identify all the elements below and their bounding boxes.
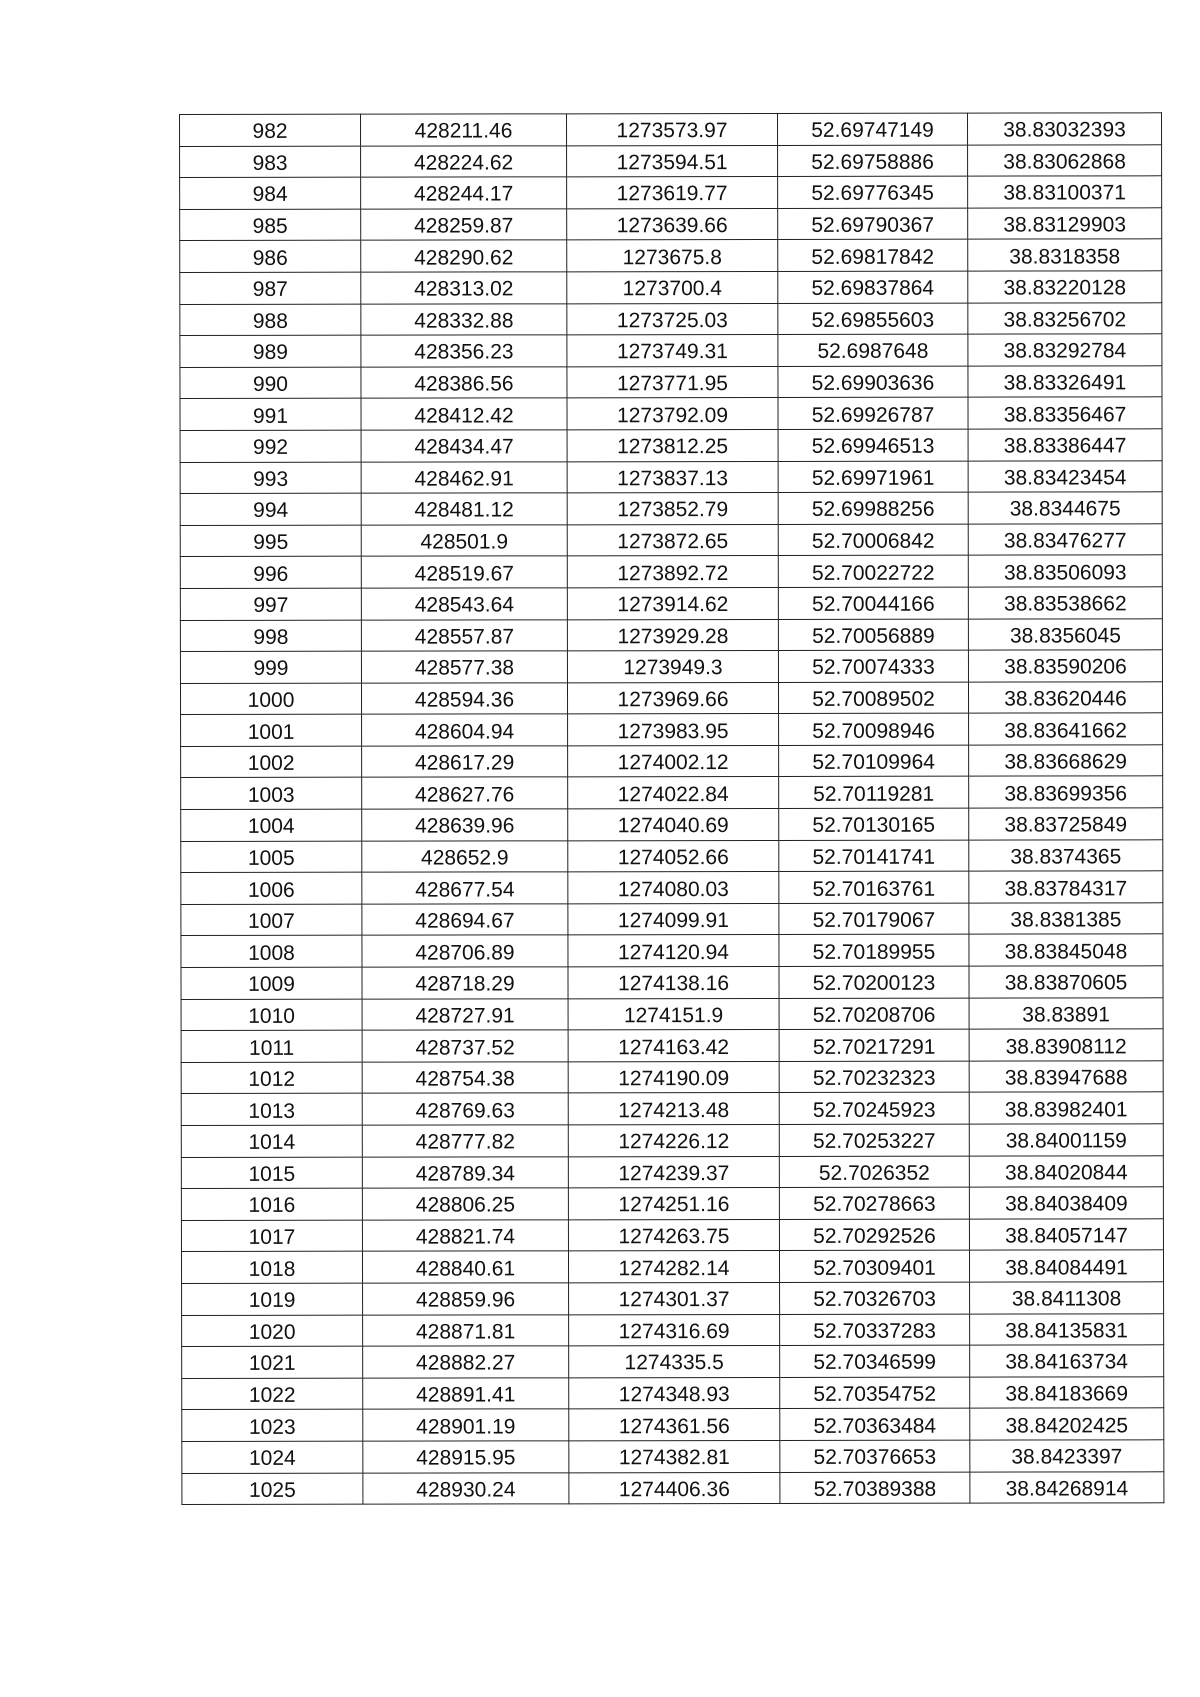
longitude-cell: 38.83641662 (969, 713, 1163, 745)
point-number-cell: 987 (180, 272, 361, 304)
point-number-cell: 1020 (182, 1315, 363, 1347)
longitude-cell: 38.83100371 (968, 176, 1162, 208)
x-coordinate-cell: 428727.91 (362, 998, 568, 1030)
latitude-cell: 52.69817842 (778, 239, 968, 271)
point-number-cell: 988 (180, 304, 361, 336)
point-number-cell: 1024 (182, 1441, 363, 1473)
longitude-cell: 38.8411308 (970, 1282, 1164, 1314)
longitude-cell: 38.83220128 (968, 271, 1162, 303)
longitude-cell: 38.84268914 (970, 1471, 1164, 1503)
point-number-cell: 1017 (181, 1220, 362, 1252)
y-coordinate-cell: 1273725.03 (567, 303, 778, 335)
latitude-cell: 52.70179067 (779, 903, 969, 935)
longitude-cell: 38.83476277 (968, 524, 1162, 556)
y-coordinate-cell: 1274348.93 (569, 1377, 780, 1409)
latitude-cell: 52.70208706 (779, 998, 969, 1030)
longitude-cell: 38.83326491 (968, 366, 1162, 398)
y-coordinate-cell: 1274213.48 (568, 1093, 779, 1125)
table-row (181, 1124, 1163, 1157)
y-coordinate-cell: 1273749.31 (567, 335, 778, 367)
point-number-cell: 1022 (182, 1378, 363, 1410)
x-coordinate-cell: 428871.81 (363, 1314, 569, 1346)
point-number-cell: 1000 (180, 683, 361, 715)
point-number-cell: 1004 (181, 809, 362, 841)
y-coordinate-cell: 1273639.66 (567, 208, 778, 240)
point-number-cell: 1013 (181, 1094, 362, 1126)
point-number-cell: 1025 (182, 1473, 363, 1505)
y-coordinate-cell: 1274251.16 (568, 1188, 779, 1220)
y-coordinate-cell: 1273700.4 (567, 271, 778, 303)
longitude-cell: 38.8423397 (970, 1440, 1164, 1472)
table-row (180, 302, 1162, 335)
longitude-cell: 38.84020844 (969, 1155, 1163, 1187)
latitude-cell: 52.69903636 (778, 366, 968, 398)
table-row (180, 271, 1162, 304)
table-row (181, 808, 1163, 841)
y-coordinate-cell: 1273983.95 (568, 714, 779, 746)
point-number-cell: 996 (180, 556, 361, 588)
longitude-cell: 38.83870605 (969, 966, 1163, 998)
x-coordinate-cell: 428806.25 (362, 1188, 568, 1220)
longitude-cell: 38.83784317 (969, 871, 1163, 903)
y-coordinate-cell: 1274263.75 (568, 1219, 779, 1251)
point-number-cell: 990 (180, 367, 361, 399)
x-coordinate-cell: 428706.89 (362, 935, 568, 967)
y-coordinate-cell: 1274226.12 (568, 1124, 779, 1156)
y-coordinate-cell: 1273812.25 (567, 429, 778, 461)
latitude-cell: 52.70130165 (779, 808, 969, 840)
latitude-cell: 52.70245923 (779, 1093, 969, 1125)
table-row (180, 144, 1162, 177)
latitude-cell: 52.70232323 (779, 1061, 969, 1093)
y-coordinate-cell: 1273852.79 (567, 493, 778, 525)
latitude-cell: 52.70354752 (780, 1377, 970, 1409)
longitude-cell: 38.83386447 (968, 429, 1162, 461)
table-row (181, 713, 1163, 746)
x-coordinate-cell: 428882.27 (363, 1346, 569, 1378)
x-coordinate-cell: 428594.36 (361, 683, 567, 715)
table-row (180, 460, 1162, 493)
table-row (181, 1092, 1163, 1125)
latitude-cell: 52.69837864 (778, 271, 968, 303)
y-coordinate-cell: 1274022.84 (568, 777, 779, 809)
y-coordinate-cell: 1273949.3 (567, 651, 778, 683)
y-coordinate-cell: 1274080.03 (568, 872, 779, 904)
longitude-cell: 38.83423454 (968, 460, 1162, 492)
latitude-cell: 52.69747149 (777, 113, 967, 145)
point-number-cell: 1008 (181, 936, 362, 968)
x-coordinate-cell: 428617.29 (362, 746, 568, 778)
longitude-cell: 38.83891 (969, 997, 1163, 1029)
y-coordinate-cell: 1274052.66 (568, 840, 779, 872)
latitude-cell: 52.70217291 (779, 1029, 969, 1061)
y-coordinate-cell: 1274120.94 (568, 935, 779, 967)
x-coordinate-cell: 428501.9 (361, 525, 567, 557)
table-row (180, 587, 1162, 620)
y-coordinate-cell: 1274138.16 (568, 966, 779, 998)
x-coordinate-cell: 428718.29 (362, 967, 568, 999)
x-coordinate-cell: 428639.96 (362, 809, 568, 841)
table-row (181, 745, 1163, 778)
longitude-cell: 38.83256702 (968, 302, 1162, 334)
longitude-cell: 38.84183669 (970, 1377, 1164, 1409)
y-coordinate-cell: 1274301.37 (569, 1282, 780, 1314)
table-row (181, 1250, 1163, 1283)
longitude-cell: 38.83982401 (969, 1092, 1163, 1124)
x-coordinate-cell: 428604.94 (362, 714, 568, 746)
table-row (181, 1219, 1163, 1252)
latitude-cell: 52.70044166 (778, 587, 968, 619)
latitude-cell: 52.70022722 (778, 555, 968, 587)
y-coordinate-cell: 1274040.69 (568, 809, 779, 841)
y-coordinate-cell: 1274099.91 (568, 903, 779, 935)
y-coordinate-cell: 1274361.56 (569, 1409, 780, 1441)
point-number-cell: 1019 (182, 1283, 363, 1315)
y-coordinate-cell: 1274316.69 (569, 1314, 780, 1346)
point-number-cell: 985 (180, 209, 361, 241)
y-coordinate-cell: 1273969.66 (567, 682, 778, 714)
longitude-cell: 38.83062868 (968, 144, 1162, 176)
longitude-cell: 38.83668629 (969, 745, 1163, 777)
point-number-cell: 1016 (181, 1188, 362, 1220)
latitude-cell: 52.70253227 (779, 1124, 969, 1156)
longitude-cell: 38.84057147 (969, 1219, 1163, 1251)
y-coordinate-cell: 1273872.65 (567, 524, 778, 556)
x-coordinate-cell: 428543.64 (361, 588, 567, 620)
longitude-cell: 38.84202425 (970, 1408, 1164, 1440)
latitude-cell: 52.69758886 (778, 145, 968, 177)
point-number-cell: 1023 (182, 1410, 363, 1442)
x-coordinate-cell: 428224.62 (361, 145, 567, 177)
longitude-cell: 38.83129903 (968, 208, 1162, 240)
longitude-cell: 38.83590206 (968, 650, 1162, 682)
x-coordinate-cell: 428259.87 (361, 209, 567, 241)
latitude-cell: 52.7026352 (779, 1156, 969, 1188)
y-coordinate-cell: 1274335.5 (569, 1346, 780, 1378)
x-coordinate-cell: 428386.56 (361, 367, 567, 399)
point-number-cell: 1018 (181, 1252, 362, 1284)
y-coordinate-cell: 1274151.9 (568, 998, 779, 1030)
x-coordinate-cell: 428859.96 (363, 1283, 569, 1315)
longitude-cell: 38.8374365 (969, 839, 1163, 871)
longitude-cell: 38.8381385 (969, 903, 1163, 935)
table-row (182, 1471, 1164, 1504)
y-coordinate-cell: 1273619.77 (567, 177, 778, 209)
point-number-cell: 1006 (181, 872, 362, 904)
longitude-cell: 38.83292784 (968, 334, 1162, 366)
x-coordinate-cell: 428481.12 (361, 493, 567, 525)
x-coordinate-cell: 428930.24 (363, 1472, 569, 1504)
y-coordinate-cell: 1274406.36 (569, 1472, 780, 1504)
longitude-cell: 38.8356045 (968, 618, 1162, 650)
table-row (180, 618, 1162, 651)
x-coordinate-cell: 428332.88 (361, 303, 567, 335)
y-coordinate-cell: 1274190.09 (568, 1061, 779, 1093)
x-coordinate-cell: 428769.63 (362, 1093, 568, 1125)
longitude-cell: 38.84135831 (970, 1313, 1164, 1345)
point-number-cell: 998 (180, 620, 361, 652)
longitude-cell: 38.84084491 (969, 1250, 1163, 1282)
point-number-cell: 1011 (181, 1030, 362, 1062)
latitude-cell: 52.70363484 (780, 1408, 970, 1440)
table-row (180, 429, 1162, 462)
latitude-cell: 52.6987648 (778, 334, 968, 366)
table-row (181, 1061, 1163, 1094)
table-row (181, 1187, 1163, 1220)
table-row (181, 934, 1163, 967)
latitude-cell: 52.70056889 (778, 619, 968, 651)
y-coordinate-cell: 1273914.62 (567, 587, 778, 619)
latitude-cell: 52.70163761 (779, 871, 969, 903)
y-coordinate-cell: 1273892.72 (567, 556, 778, 588)
point-number-cell: 1014 (181, 1125, 362, 1157)
y-coordinate-cell: 1273594.51 (567, 145, 778, 177)
table-row (182, 1377, 1164, 1410)
latitude-cell: 52.70376653 (780, 1440, 970, 1472)
point-number-cell: 984 (180, 177, 361, 209)
point-number-cell: 1003 (181, 778, 362, 810)
longitude-cell: 38.83908112 (969, 1029, 1163, 1061)
longitude-cell: 38.83032393 (967, 113, 1161, 145)
longitude-cell: 38.83356467 (968, 397, 1162, 429)
longitude-cell: 38.84038409 (969, 1187, 1163, 1219)
longitude-cell: 38.83538662 (968, 587, 1162, 619)
x-coordinate-cell: 428434.47 (361, 430, 567, 462)
x-coordinate-cell: 428290.62 (361, 240, 567, 272)
longitude-cell: 38.8318358 (968, 239, 1162, 271)
table-row (180, 366, 1162, 399)
table-row (180, 555, 1162, 588)
x-coordinate-cell: 428915.95 (363, 1441, 569, 1473)
table-row (182, 1313, 1164, 1346)
y-coordinate-cell: 1274002.12 (568, 745, 779, 777)
longitude-cell: 38.83845048 (969, 934, 1163, 966)
x-coordinate-cell: 428412.42 (361, 398, 567, 430)
table-row (182, 1282, 1164, 1315)
point-number-cell: 993 (180, 462, 361, 494)
latitude-cell: 52.69776345 (778, 176, 968, 208)
x-coordinate-cell: 428821.74 (362, 1220, 568, 1252)
point-number-cell: 1021 (182, 1346, 363, 1378)
y-coordinate-cell: 1273792.09 (567, 398, 778, 430)
latitude-cell: 52.69926787 (778, 397, 968, 429)
point-number-cell: 1007 (181, 904, 362, 936)
table-row (181, 839, 1163, 872)
table-row (182, 1440, 1164, 1473)
point-number-cell: 986 (180, 241, 361, 273)
y-coordinate-cell: 1273837.13 (567, 461, 778, 493)
y-coordinate-cell: 1274163.42 (568, 1030, 779, 1062)
x-coordinate-cell: 428356.23 (361, 335, 567, 367)
latitude-cell: 52.70346599 (780, 1345, 970, 1377)
longitude-cell: 38.84001159 (969, 1124, 1163, 1156)
latitude-cell: 52.70141741 (779, 840, 969, 872)
x-coordinate-cell: 428754.38 (362, 1062, 568, 1094)
latitude-cell: 52.70089502 (778, 682, 968, 714)
point-number-cell: 1009 (181, 967, 362, 999)
table-row (181, 1029, 1163, 1062)
table-row (180, 492, 1162, 525)
table-row (180, 176, 1162, 209)
latitude-cell: 52.69855603 (778, 303, 968, 335)
point-number-cell: 997 (180, 588, 361, 620)
latitude-cell: 52.69946513 (778, 429, 968, 461)
longitude-cell: 38.84163734 (970, 1345, 1164, 1377)
latitude-cell: 52.70278663 (779, 1187, 969, 1219)
latitude-cell: 52.70098946 (779, 713, 969, 745)
point-number-cell: 994 (180, 493, 361, 525)
latitude-cell: 52.69790367 (778, 208, 968, 240)
point-number-cell: 1015 (181, 1157, 362, 1189)
longitude-cell: 38.83506093 (968, 555, 1162, 587)
table-row (180, 239, 1162, 272)
table-row (181, 966, 1163, 999)
latitude-cell: 52.70309401 (779, 1250, 969, 1282)
latitude-cell: 52.70074333 (778, 650, 968, 682)
longitude-cell: 38.83947688 (969, 1061, 1163, 1093)
table-row (180, 397, 1162, 430)
x-coordinate-cell: 428694.67 (362, 904, 568, 936)
x-coordinate-cell: 428901.19 (363, 1409, 569, 1441)
latitude-cell: 52.69988256 (778, 492, 968, 524)
longitude-cell: 38.83699356 (969, 776, 1163, 808)
point-number-cell: 1010 (181, 999, 362, 1031)
point-number-cell: 995 (180, 525, 361, 557)
point-number-cell: 999 (180, 651, 361, 683)
table-row (180, 208, 1162, 241)
x-coordinate-cell: 428840.61 (362, 1251, 568, 1283)
table-row (181, 871, 1163, 904)
x-coordinate-cell: 428677.54 (362, 872, 568, 904)
y-coordinate-cell: 1274282.14 (568, 1251, 779, 1283)
x-coordinate-cell: 428777.82 (362, 1125, 568, 1157)
point-number-cell: 1012 (181, 1062, 362, 1094)
latitude-cell: 52.70326703 (780, 1282, 970, 1314)
x-coordinate-cell: 428462.91 (361, 461, 567, 493)
latitude-cell: 52.70292526 (779, 1219, 969, 1251)
y-coordinate-cell: 1274239.37 (568, 1156, 779, 1188)
latitude-cell: 52.70200123 (779, 966, 969, 998)
coordinates-table-body (180, 113, 1164, 1505)
table-row (180, 334, 1162, 367)
latitude-cell: 52.70389388 (780, 1472, 970, 1504)
x-coordinate-cell: 428557.87 (361, 619, 567, 651)
y-coordinate-cell: 1273573.97 (567, 113, 778, 145)
table-row (180, 681, 1162, 714)
latitude-cell: 52.70337283 (780, 1314, 970, 1346)
longitude-cell: 38.8344675 (968, 492, 1162, 524)
table-row (181, 903, 1163, 936)
point-number-cell: 982 (180, 114, 361, 146)
point-number-cell: 1002 (181, 746, 362, 778)
y-coordinate-cell: 1273929.28 (567, 619, 778, 651)
table-row (180, 113, 1162, 146)
table-row (181, 997, 1163, 1030)
table-row (181, 1155, 1163, 1188)
y-coordinate-cell: 1273771.95 (567, 366, 778, 398)
table-row (182, 1408, 1164, 1441)
coordinates-table (179, 112, 1164, 1505)
x-coordinate-cell: 428652.9 (362, 840, 568, 872)
table-row (180, 650, 1162, 683)
x-coordinate-cell: 428313.02 (361, 272, 567, 304)
x-coordinate-cell: 428577.38 (361, 651, 567, 683)
point-number-cell: 983 (180, 146, 361, 178)
point-number-cell: 1001 (181, 714, 362, 746)
table-row (181, 776, 1163, 809)
table-row (180, 524, 1162, 557)
longitude-cell: 38.83725849 (969, 808, 1163, 840)
point-number-cell: 991 (180, 399, 361, 431)
latitude-cell: 52.70109964 (779, 745, 969, 777)
longitude-cell: 38.83620446 (968, 681, 1162, 713)
x-coordinate-cell: 428627.76 (362, 777, 568, 809)
point-number-cell: 992 (180, 430, 361, 462)
x-coordinate-cell: 428789.34 (362, 1156, 568, 1188)
x-coordinate-cell: 428244.17 (361, 177, 567, 209)
latitude-cell: 52.70006842 (778, 524, 968, 556)
point-number-cell: 1005 (181, 841, 362, 873)
y-coordinate-cell: 1274382.81 (569, 1440, 780, 1472)
latitude-cell: 52.69971961 (778, 461, 968, 493)
x-coordinate-cell: 428211.46 (361, 114, 567, 146)
x-coordinate-cell: 428519.67 (361, 556, 567, 588)
latitude-cell: 52.70119281 (779, 777, 969, 809)
table-row (182, 1345, 1164, 1378)
x-coordinate-cell: 428737.52 (362, 1030, 568, 1062)
x-coordinate-cell: 428891.41 (363, 1378, 569, 1410)
point-number-cell: 989 (180, 335, 361, 367)
y-coordinate-cell: 1273675.8 (567, 240, 778, 272)
latitude-cell: 52.70189955 (779, 935, 969, 967)
